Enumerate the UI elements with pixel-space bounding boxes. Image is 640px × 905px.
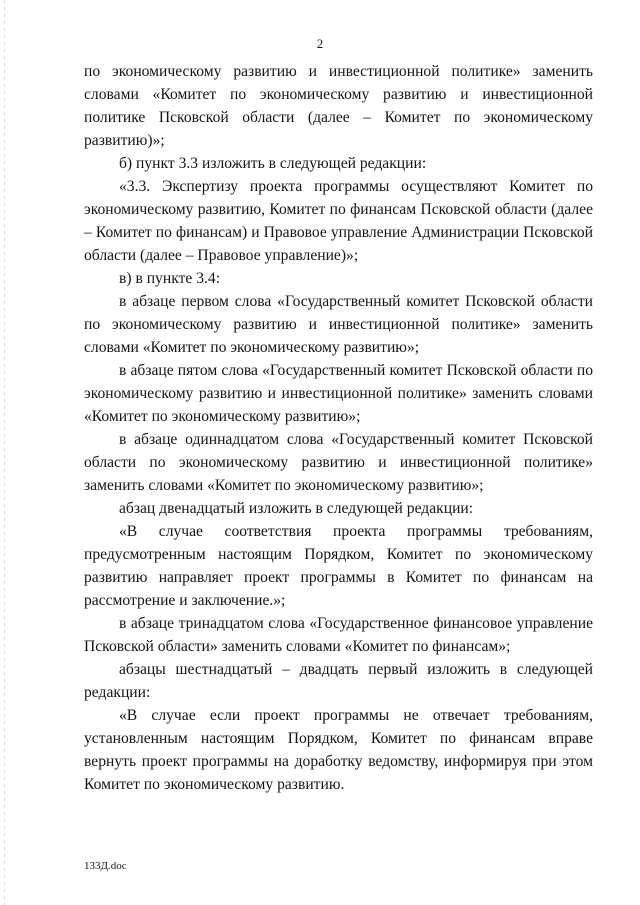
- paragraph: абзацы шестнадцатый – двадцать первый изложить в следующей редакции:: [84, 661, 593, 701]
- paragraph: «В случае если проект программы не отвечает требованиям, установленным настоящим Порядком, Комитет по финансам вправе вернуть проект программы на доработку ведомству, информируя при этом Комитет по экономическому развитию.: [84, 707, 593, 793]
- paragraph: «В случае соответствия проекта программы требованиям, предусмотренным настоящим Порядком, Комитет по экономическому развитию направляет проект программы в Комитет по финансам на рассмотрение и заключение.»;: [84, 523, 593, 609]
- paragraph: в абзаце одиннадцатом слова «Государственный комитет Псковской области по экономическому развитию и инвестиционной политике» заменить словами «Комитет по экономическому развитию»;: [84, 431, 593, 494]
- footer-filename: 133Д.doc: [84, 860, 127, 872]
- document-body: [84, 60, 593, 796]
- paragraph: б) пункт 3.3 изложить в следующей редакции:: [119, 155, 427, 172]
- paragraph: абзац двенадцатый изложить в следующей редакции:: [119, 500, 474, 517]
- paragraph: в абзаце пятом слова «Государственный комитет Псковской области по экономическому развитию и инвестиционной политике» заменить словами «Комитет по экономическому развитию»;: [84, 362, 593, 425]
- paragraph: в) в пункте 3.4:: [119, 270, 221, 287]
- scan-edge: [4, 0, 5, 905]
- page-number: 2: [316, 36, 324, 51]
- paragraph: «3.3. Экспертизу проекта программы осуществляют Комитет по экономическому развитию, Комитет по финансам Псковской области (далее – Комитет по финансам) и Правовое управление Администрации Псковской области (далее – Правовое управление)»;: [84, 178, 593, 264]
- paragraph: по экономическому развитию и инвестиционной политике» заменить словами «Комитет по экономическому развитию и инвестиционной политике Псковской области (далее – Комитет по экономическому развитию)»;: [84, 63, 593, 149]
- paragraph: в абзаце тринадцатом слова «Государственное финансовое управление Псковской области» заменить словами «Комитет по финансам»;: [84, 615, 593, 655]
- paragraph: в абзаце первом слова «Государственный комитет Псковской области по экономическому развитию и инвестиционной политике» заменить словами «Комитет по экономическому развитию»;: [84, 293, 593, 356]
